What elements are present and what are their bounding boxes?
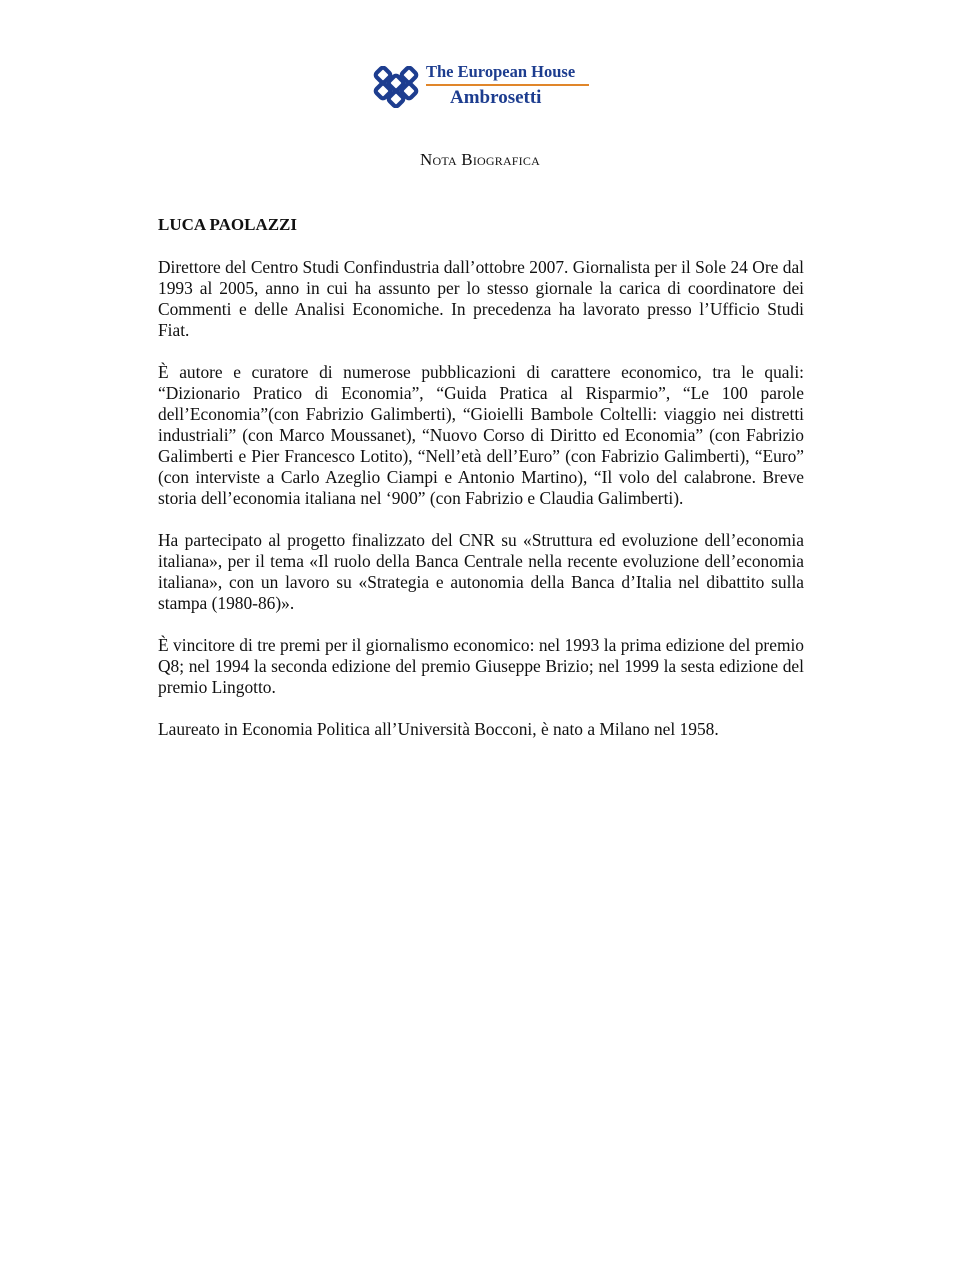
logo-divider — [426, 84, 589, 86]
biography-paragraph: Laureato in Economia Politica all’Università Bocconi, è nato a Milano nel 1958. — [158, 719, 719, 739]
biography-paragraph: Direttore del Centro Studi Confindustria dall’ottobre 2007. Giornalista per il Sole 24 Ore dal 1993 al 2005, anno in cui ha assunto per lo stesso giornale la carica di coordinatore dei Commenti e delle Analisi Economiche. In precedenza ha lavorato presso l’Ufficio Studi Fiat. — [158, 257, 804, 340]
ambrosetti-logo-icon — [372, 66, 420, 108]
logo-text-top: The European House — [426, 62, 576, 81]
biography-paragraph: Ha partecipato al progetto finalizzato del CNR su «Struttura ed evoluzione dell’economia italiana», per il tema «Il ruolo della Banca Centrale nella recente evoluzione dell’economia italiana», con un lavoro su «Strategia e autonomia della Banca d’Italia nel dibattito sulla stampa (1980-86)». — [158, 530, 804, 613]
biography-body — [158, 257, 804, 761]
biography-paragraph: È vincitore di tre premi per il giornalismo economico: nel 1993 la prima edizione del premio Q8; nel 1994 la seconda edizione del premio Giuseppe Brizio; nel 1999 la sesta edizione del premio Lingotto. — [158, 635, 804, 697]
document-title: Nota Biografica — [420, 150, 540, 169]
person-name: LUCA PAOLAZZI — [158, 215, 298, 234]
company-logo — [372, 60, 592, 112]
biography-paragraph: È autore e curatore di numerose pubblicazioni di carattere economico, tra le quali: “Dizionario Pratico di Economia”, “Guida Pratica al Risparmio”, “Le 100 parole dell’Economia”(con Fabrizio Galimberti), “Gioielli Bambole Coltelli: viaggio nei distretti industriali” (con Marco Moussanet), “Nuovo Corso di Diritto ed Economia” (con Fabrizio Galimberti e Pier Francesco Lotito), “Nell’età dell’Euro” (con Fabrizio Galimberti), “Euro” (con interviste a Carlo Azeglio Ciampi e Antonio Martino), “Il volo del calabrone. Breve storia dell’economia italiana nel ‘900” (con Fabrizio e Claudia Galimberti). — [158, 362, 804, 508]
logo-text-bottom: Ambrosetti — [450, 87, 542, 108]
